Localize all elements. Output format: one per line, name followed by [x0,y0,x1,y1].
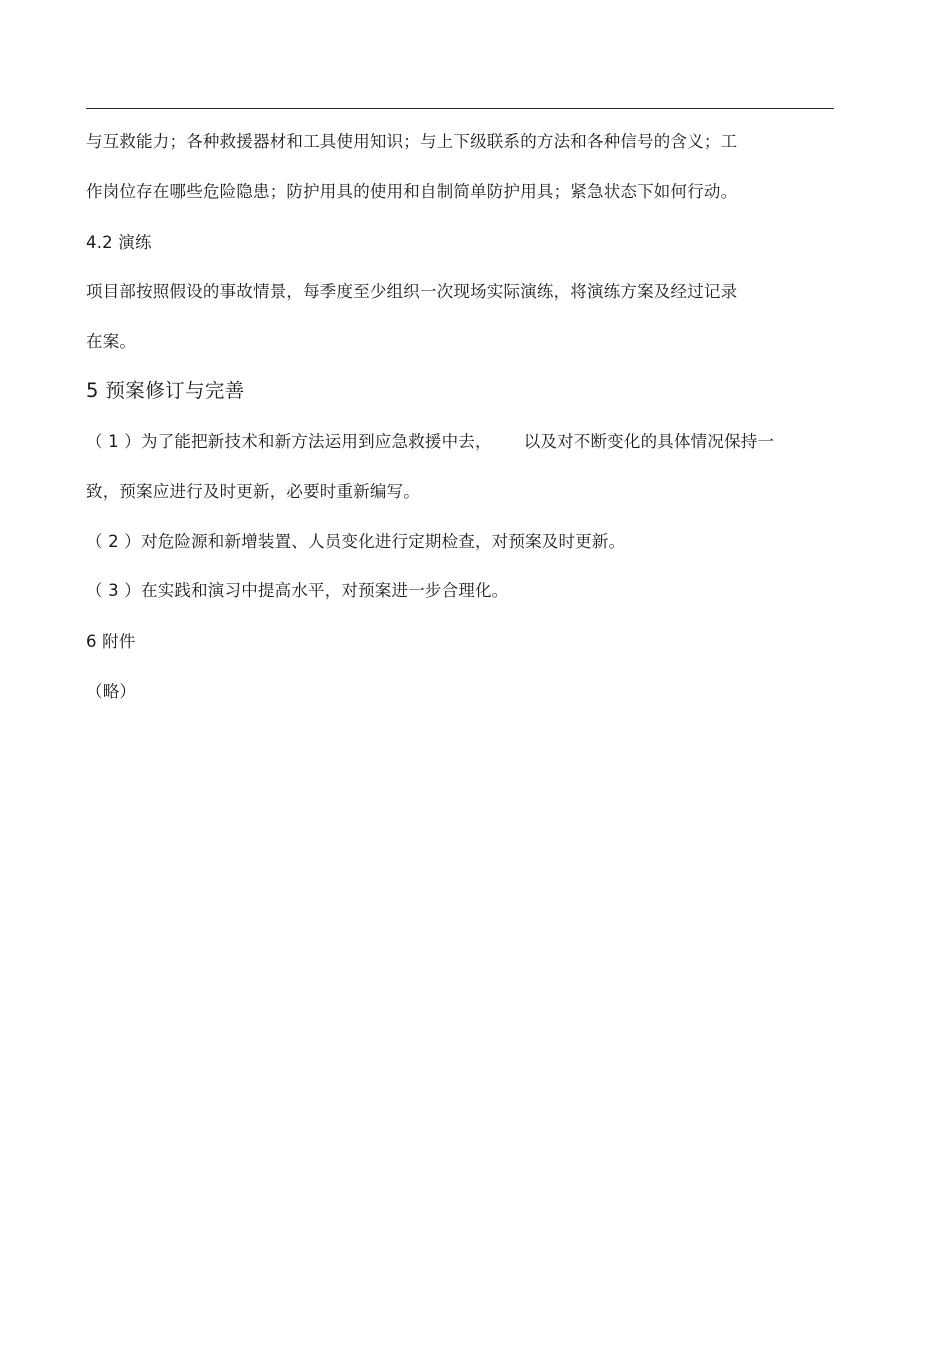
section-4-2-line-2: 在案。 [86,332,137,351]
section-6-content: （略） [86,682,137,701]
section-5-heading: 5 预案修订与完善 [86,379,245,402]
section-5-item-1-part-b: 以及对不断变化的具体情况保持一 [523,432,775,451]
header-rule [86,108,834,109]
section-5-item-2: （ 2 ）对危险源和新增装置、人员变化进行定期检查，对预案及时更新。 [86,532,626,551]
section-5-item-1-line-1 [86,431,774,453]
section-4-2-line-1: 项目部按照假设的事故情景，每季度至少组织一次现场实际演练，将演练方案及经过记录 [86,282,738,301]
section-4-2-heading: 4.2 演练 [86,233,152,252]
section-5-item-3: （ 3 ）在实践和演习中提高水平，对预案进一步合理化。 [86,581,509,600]
intro-line-1: 与互救能力；各种救援器材和工具使用知识；与上下级联系的方法和各种信号的含义；工 [86,132,738,151]
section-5-item-1-part-a: （ 1 ）为了能把新技术和新方法运用到应急救援中去， [86,432,492,451]
section-6-heading: 6 附件 [86,632,136,651]
intro-line-2: 作岗位存在哪些危险隐患；防护用具的使用和自制简单防护用具；紧急状态下如何行动。 [86,182,738,201]
section-5-item-1-line-2: 致，预案应进行及时更新，必要时重新编写。 [86,482,420,501]
